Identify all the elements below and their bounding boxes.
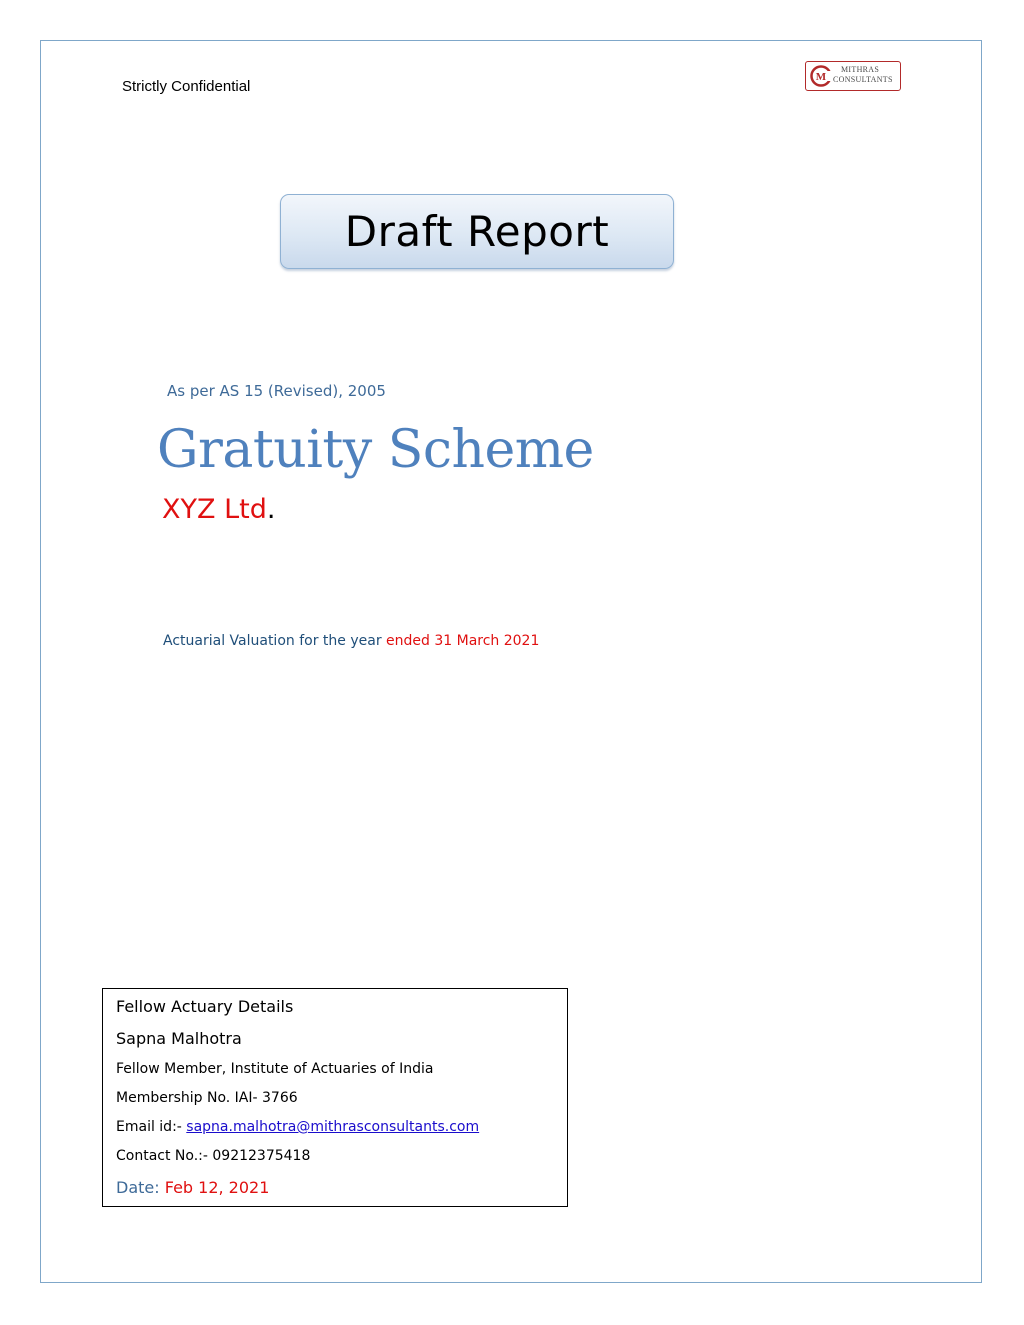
draft-report-title: Draft Report bbox=[344, 207, 610, 256]
valuation-period-date: ended 31 March 2021 bbox=[386, 633, 540, 649]
company-logo bbox=[805, 61, 901, 91]
report-date-row bbox=[116, 1178, 269, 1197]
company-name-suffix: . bbox=[266, 494, 276, 525]
actuary-name: Sapna Malhotra bbox=[116, 1029, 242, 1048]
actuary-membership-number: Membership No. IAI- 3766 bbox=[116, 1090, 298, 1106]
actuary-heading: Fellow Actuary Details bbox=[116, 997, 294, 1016]
actuary-membership-body: Fellow Member, Institute of Actuaries of India bbox=[116, 1061, 434, 1077]
actuary-email-row bbox=[116, 1119, 479, 1135]
logo-line-2: CONSULTANTS bbox=[833, 75, 893, 84]
email-label: Email id:- bbox=[116, 1119, 182, 1135]
company-name bbox=[162, 494, 275, 525]
actuary-details-box bbox=[102, 988, 568, 1207]
logo-text bbox=[833, 65, 893, 85]
valuation-period bbox=[163, 633, 539, 649]
valuation-lead: Actuarial Valuation for the year bbox=[163, 633, 382, 649]
actuary-contact-number: Contact No.:- 09212375418 bbox=[116, 1148, 311, 1164]
mithras-consultants-logo-icon bbox=[810, 65, 832, 87]
scheme-title: Gratuity Scheme bbox=[157, 420, 594, 480]
logo-mark-letter: M bbox=[815, 71, 827, 83]
draft-report-banner bbox=[280, 194, 674, 269]
logo-line-1: MITHRAS bbox=[841, 65, 880, 74]
date-value: Feb 12, 2021 bbox=[164, 1178, 270, 1197]
company-name-text: XYZ Ltd bbox=[162, 494, 267, 525]
email-link[interactable]: sapna.malhotra@mithrasconsultants.com bbox=[186, 1119, 480, 1135]
standard-note: As per AS 15 (Revised), 2005 bbox=[167, 382, 386, 400]
date-label: Date: bbox=[116, 1178, 160, 1197]
confidential-label: Strictly Confidential bbox=[122, 78, 251, 95]
